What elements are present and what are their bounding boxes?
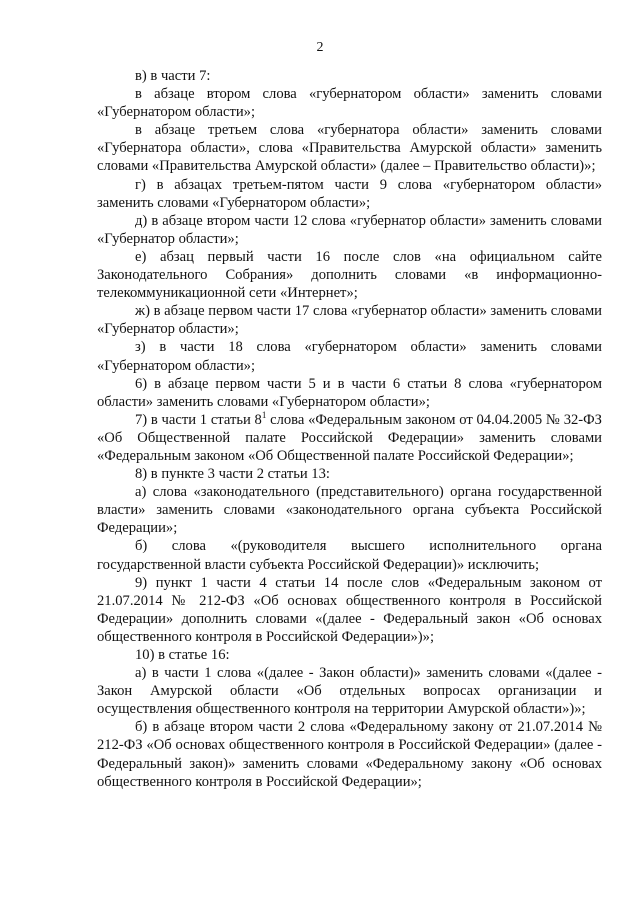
paragraph-item-10: 10) в статье 16: [135, 647, 230, 663]
paragraph-item-z: з) в части 18 слова «губернатором области» заменить словами «Губернатором области»; [97, 339, 602, 374]
paragraph-item-10a: а) в части 1 слова «(далее - Закон области)» заменить словами «(далее - Закон Амурской области «Об отдельных вопросах организации и осуществления общественного контроля на территории Амурской области»)»; [97, 665, 602, 718]
paragraph-item-9: 9) пункт 1 части 4 статьи 14 после слов «Федеральным законом от 21.07.2014 № 212-ФЗ «Об основах общественного контроля в Российской Федерации» дополнить словами «(далее - Федеральный закон «Об основах общественного контроля в Российской Федерации»)»; [97, 574, 602, 645]
paragraph-v-part-7: в) в части 7: [135, 68, 211, 84]
paragraph-item-e: е) абзац первый части 16 после слов «на официальном сайте Законодательного Собрания» дополнить словами «в информационно-телекоммуникационной сети «Интернет»; [97, 248, 602, 302]
paragraph-item-10b: б) в абзаце втором части 2 слова «Федеральному закону от 21.07.2014 № 212-ФЗ «Об основах общественного контроля в Российской Федерации» (далее - Федеральный закон)» заменить словами «Федеральному закону «Об основах общественного контроля в Российской Федерации»; [97, 719, 602, 790]
paragraph-item-7 [97, 411, 602, 465]
paragraph-item-8a: а) слова «законодательного (представительного) органа государственной власти» заменить словами «законодательного органа субъекта Российской Федерации»; [97, 484, 602, 537]
item-7-text-start: 7) в части 1 статьи 8 [135, 411, 262, 428]
item-7-text-end: слова «Федеральным законом от 04.04.2005 № 32-ФЗ «Об Общественной палате Российской Федерации» заменить словами «Федеральным законом «Об Общественной палате Российской Федерации»; [97, 411, 602, 464]
paragraph-item-g: г) в абзацах третьем-пятом части 9 слова «губернатором области» заменить словами «Губернатором области»; [97, 176, 602, 211]
paragraph-item-8b: б) слова «(руководителя высшего исполнительного органа государственной власти субъекта Российской Федерации)» исключить; [97, 538, 602, 573]
document-body [97, 67, 602, 791]
paragraph-item-d: д) в абзаце втором части 12 слова «губернатор области» заменить словами «Губернатор области»; [97, 212, 602, 247]
paragraph-abzac-vtorom: в абзаце втором слова «губернатором области» заменить словами «Губернатором области»; [97, 86, 602, 121]
item-7-superscript: 1 [261, 409, 267, 420]
paragraph-item-6: 6) в абзаце первом части 5 и в части 6 статьи 8 слова «губернатором области» заменить словами «Губернатором области»; [97, 375, 602, 410]
paragraph-abzac-tretem: в абзаце третьем слова «губернатора области» заменить словами «Губернатора области», слова «Правительства Амурской области» заменить словами «Правительства Амурской области» (далее – Правительство области)»; [97, 122, 602, 175]
paragraph-item-zh: ж) в абзаце первом части 17 слова «губернатор области» заменить словами «Губернатор области»; [97, 303, 602, 338]
page-number: 2 [316, 40, 324, 55]
paragraph-item-8: 8) в пункте 3 части 2 статьи 13: [135, 466, 330, 483]
